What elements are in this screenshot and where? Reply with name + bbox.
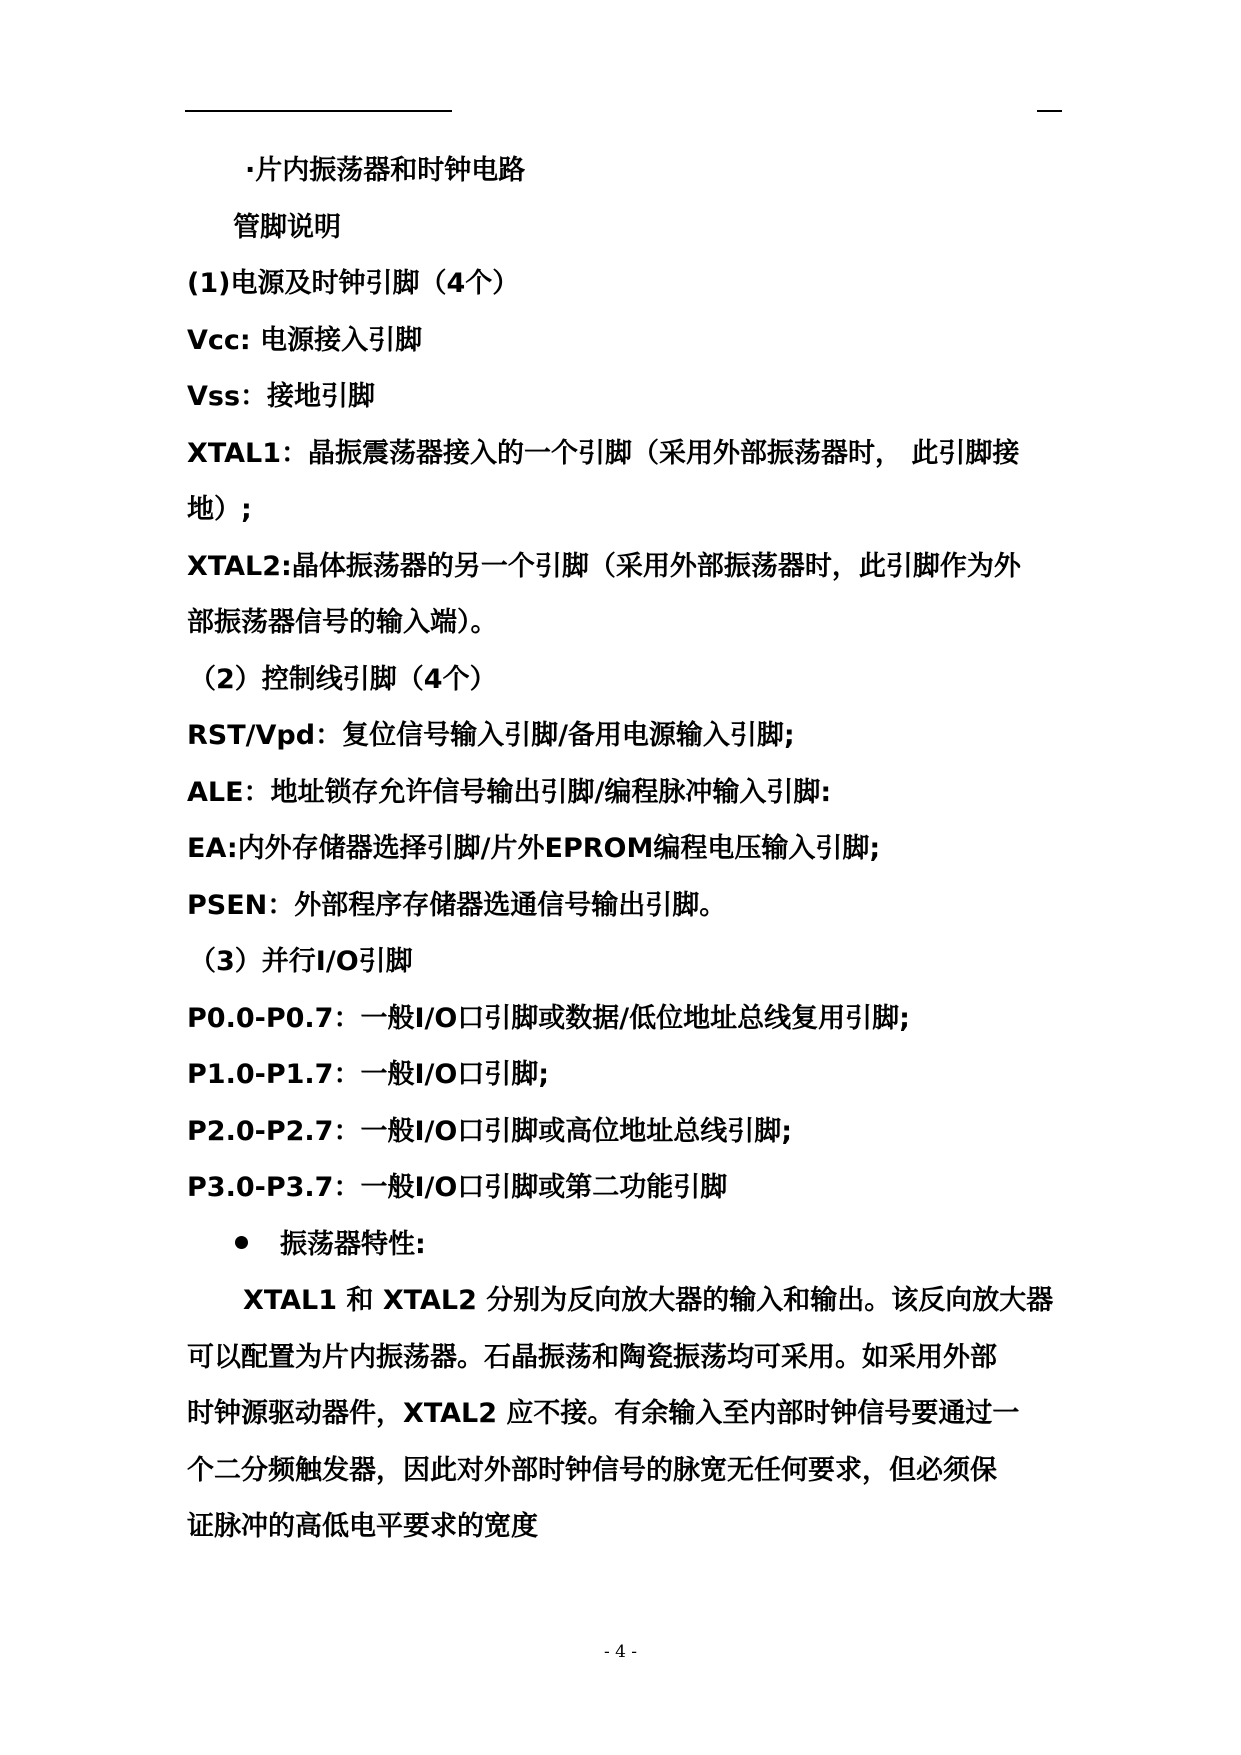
bullet-icon [235, 1236, 248, 1249]
header-rule-right [1037, 110, 1062, 112]
oscillator-paragraph [187, 1273, 1062, 1556]
pin-vss: Vss：接地引脚 [187, 381, 376, 412]
subheading-parallel-io: （3）并行I/O引脚 [189, 946, 413, 977]
pin-p2: P2.0-P2.7：一般I/O口引脚或高位地址总线引脚; [187, 1115, 793, 1147]
section-heading-pins: 管脚说明 [233, 211, 341, 243]
paragraph-line: 个二分频触发器，因此对外部时钟信号的脉宽无任何要求，但必须保 [187, 1454, 997, 1486]
oscillator-characteristics-label: 振荡器特性: [280, 1228, 426, 1260]
pin-xtal1-cont: 地）; [187, 494, 252, 525]
section-heading-oscillator: ·片内振荡器和时钟电路 [245, 155, 526, 186]
pin-p3: P3.0-P3.7：一般I/O口引脚或第二功能引脚 [187, 1172, 728, 1203]
oscillator-characteristics-heading [187, 1217, 1062, 1274]
paragraph-line: 证脉冲的高低电平要求的宽度 [187, 1511, 538, 1542]
document-body [187, 143, 1062, 1556]
pin-xtal1: XTAL1：晶振震荡器接入的一个引脚（采用外部振荡器时， 此引脚接 [187, 437, 1020, 469]
pin-ea: EA:内外存储器选择引脚/片外EPROM编程电压输入引脚; [187, 833, 881, 864]
pin-vcc: Vcc: 电源接入引脚 [187, 324, 423, 356]
pin-rst: RST/Vpd：复位信号输入引脚/备用电源输入引脚; [187, 720, 795, 751]
pin-psen: PSEN：外部程序存储器选通信号输出引脚。 [187, 889, 727, 921]
pin-xtal2-cont: 部振荡器信号的输入端）。 [187, 607, 498, 638]
paragraph-line: 时钟源驱动器件，XTAL2 应不接。有余输入至内部时钟信号要通过一 [187, 1398, 1020, 1429]
pin-xtal2: XTAL2:晶体振荡器的另一个引脚（采用外部振荡器时，此引脚作为外 [187, 550, 1021, 582]
paragraph-line: 可以配置为片内振荡器。石晶振荡和陶瓷振荡均可采用。如采用外部 [187, 1341, 997, 1373]
header-rule-left [185, 110, 452, 112]
paragraph-line: XTAL1 和 XTAL2 分别为反向放大器的输入和输出。该反向放大器 [243, 1285, 1054, 1316]
page-number: - 4 - [603, 1642, 638, 1662]
subheading-control: （2）控制线引脚（4个） [189, 663, 497, 695]
pin-p0: P0.0-P0.7：一般I/O口引脚或数据/低位地址总线复用引脚; [187, 1002, 910, 1034]
subheading-power-clock: (1)电源及时钟引脚（4个） [187, 268, 520, 299]
pin-ale: ALE：地址锁存允许信号输出引脚/编程脉冲输入引脚: [187, 776, 832, 808]
pin-p1: P1.0-P1.7：一般I/O口引脚; [187, 1059, 550, 1090]
